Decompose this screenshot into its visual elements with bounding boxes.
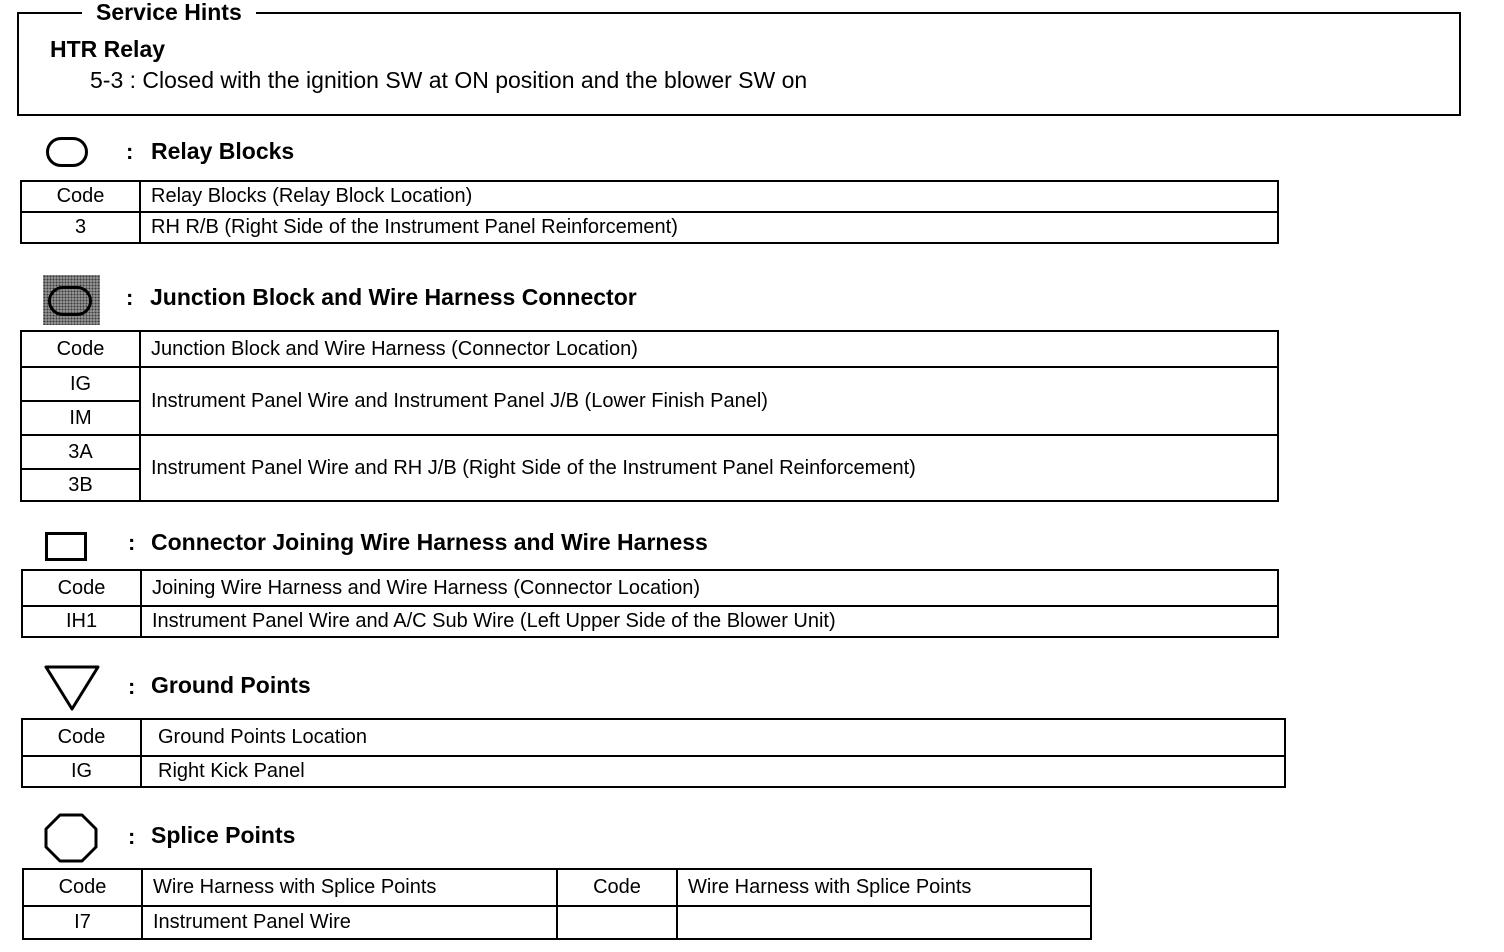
ground-colon: : [128, 674, 136, 699]
code-cell: 3 [21, 212, 140, 243]
location-cell: RH R/B (Right Side of the Instrument Panel Reinforcement) [140, 212, 1278, 243]
wire-harness-cell-2 [677, 906, 1091, 939]
code-header: Code [21, 331, 140, 367]
code-header: Code [21, 181, 140, 212]
splice-colon: : [128, 824, 136, 849]
wire-harness-header-2: Wire Harness with Splice Points [677, 869, 1091, 906]
location-cell: Right Kick Panel [141, 756, 1285, 787]
junction-colon: : [126, 285, 134, 310]
splice-title: Splice Points [151, 822, 296, 848]
code-header: Code [22, 719, 141, 756]
relay-blocks-table [20, 180, 1279, 244]
code-cell: IG [21, 367, 140, 401]
location-header: Junction Block and Wire Harness (Connector Location) [140, 331, 1278, 367]
wire-harness-header: Wire Harness with Splice Points [142, 869, 557, 906]
table-header-row [21, 331, 1278, 367]
rectangle-connector-icon [45, 532, 87, 561]
location-cell: Instrument Panel Wire and RH J/B (Right Side of the Instrument Panel Reinforcement) [140, 435, 1278, 501]
code-cell: 3A [21, 435, 140, 469]
ground-table [21, 718, 1286, 788]
table-header-row [23, 869, 1091, 906]
service-hints-title: Service Hints [82, 0, 256, 24]
table-row [23, 906, 1091, 939]
location-cell: Instrument Panel Wire and A/C Sub Wire (Left Upper Side of the Blower Unit) [141, 606, 1278, 637]
connector-title: Connector Joining Wire Harness and Wire Harness [151, 529, 708, 555]
location-cell: Instrument Panel Wire and Instrument Panel J/B (Lower Finish Panel) [140, 367, 1278, 435]
rounded-rectangle-icon [46, 137, 88, 167]
service-hints-subtitle: HTR Relay [50, 36, 166, 62]
connector-table [21, 569, 1279, 638]
table-row [21, 212, 1278, 243]
table-header-row [22, 719, 1285, 756]
code-cell: I7 [23, 906, 142, 939]
code-cell: IH1 [22, 606, 141, 637]
octagon-splice-icon [43, 812, 99, 864]
relay-blocks-colon: : [126, 139, 134, 164]
location-header: Joining Wire Harness and Wire Harness (Connector Location) [141, 570, 1278, 606]
location-header: Relay Blocks (Relay Block Location) [140, 181, 1278, 212]
junction-title: Junction Block and Wire Harness Connector [150, 284, 637, 310]
junction-block-outline [48, 286, 92, 316]
code-header: Code [23, 869, 142, 906]
code-cell: 3B [21, 469, 140, 501]
triangle-ground-icon [43, 664, 101, 712]
code-cell: IM [21, 401, 140, 435]
relay-blocks-title: Relay Blocks [151, 138, 295, 164]
code-header: Code [22, 570, 141, 606]
table-row [21, 435, 1278, 469]
splice-table [22, 868, 1092, 940]
service-hints-line: 5-3 : Closed with the ignition SW at ON position and the blower SW on [90, 67, 808, 93]
table-header-row [21, 181, 1278, 212]
junction-table [20, 330, 1279, 502]
table-row [21, 367, 1278, 401]
ground-title: Ground Points [151, 672, 311, 698]
table-header-row [22, 570, 1278, 606]
table-row [22, 606, 1278, 637]
junction-block-connector-icon [43, 275, 100, 325]
location-header: Ground Points Location [141, 719, 1285, 756]
table-row [22, 756, 1285, 787]
service-hints-box [17, 12, 1461, 116]
code-header-2: Code [557, 869, 677, 906]
code-cell-2 [557, 906, 677, 939]
code-cell: IG [22, 756, 141, 787]
wire-harness-cell: Instrument Panel Wire [142, 906, 557, 939]
connector-colon: : [128, 530, 136, 555]
